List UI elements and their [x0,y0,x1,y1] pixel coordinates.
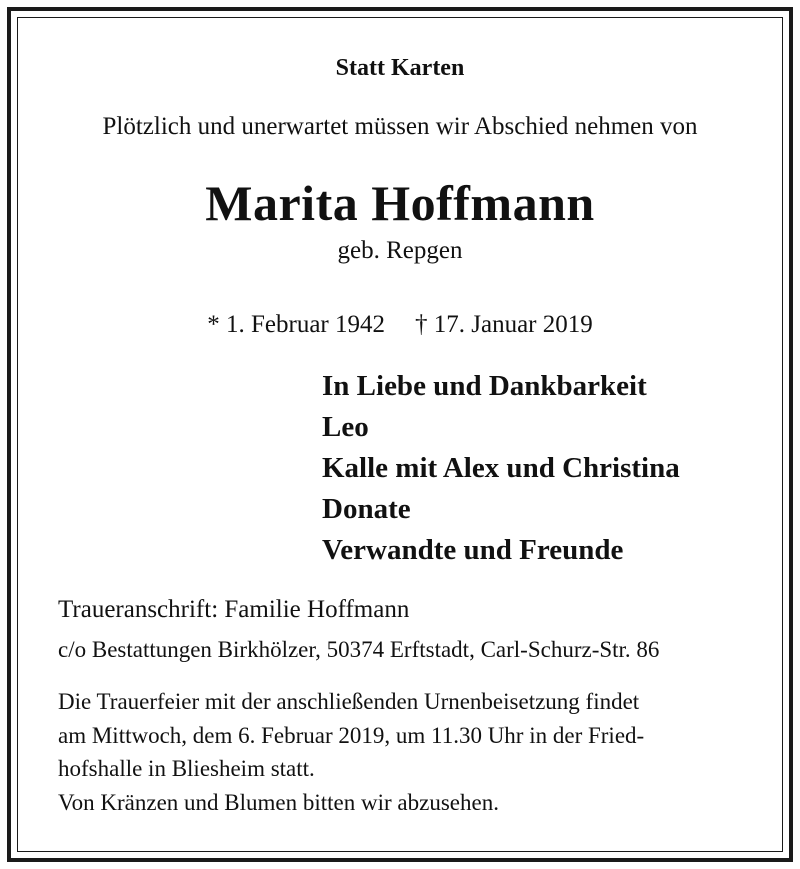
mourner-line: Verwandte und Freunde [322,534,624,566]
ceremony-line: hofshalle in Bliesheim statt. [58,756,315,781]
mourner-line: In Liebe und Dankbarkeit [322,370,647,402]
deceased-name: Marita Hoffmann [205,175,595,231]
mourner-line: Kalle mit Alex und Christina [322,452,680,484]
address-label: Traueranschrift: Familie Hoffmann [58,596,410,623]
death-date: † 17. Januar 2019 [415,311,593,338]
address-line: c/o Bestattungen Birkhölzer, 50374 Erftstadt, Carl-Schurz-Str. 86 [58,637,660,662]
maiden-name: geb. Repgen [337,237,463,264]
ceremony-line: am Mittwoch, dem 6. Februar 2019, um 11.30 Uhr in der Fried- [58,722,645,748]
ceremony-line: Von Kränzen und Blumen bitten wir abzusehen. [58,789,499,815]
ceremony-notice [58,690,758,824]
life-dates [0,312,800,337]
mourners-list [322,372,680,577]
intro-text: Plötzlich und unerwartet müssen wir Abschied nehmen von [102,113,698,140]
mourner-line: Donate [322,493,411,525]
notice-header: Statt Karten [335,55,465,81]
mourner-line: Leo [322,411,369,443]
birth-date: * 1. Februar 1942 [207,311,385,338]
ceremony-line: Die Trauerfeier mit der anschließenden Urnenbeisetzung findet [58,689,640,714]
